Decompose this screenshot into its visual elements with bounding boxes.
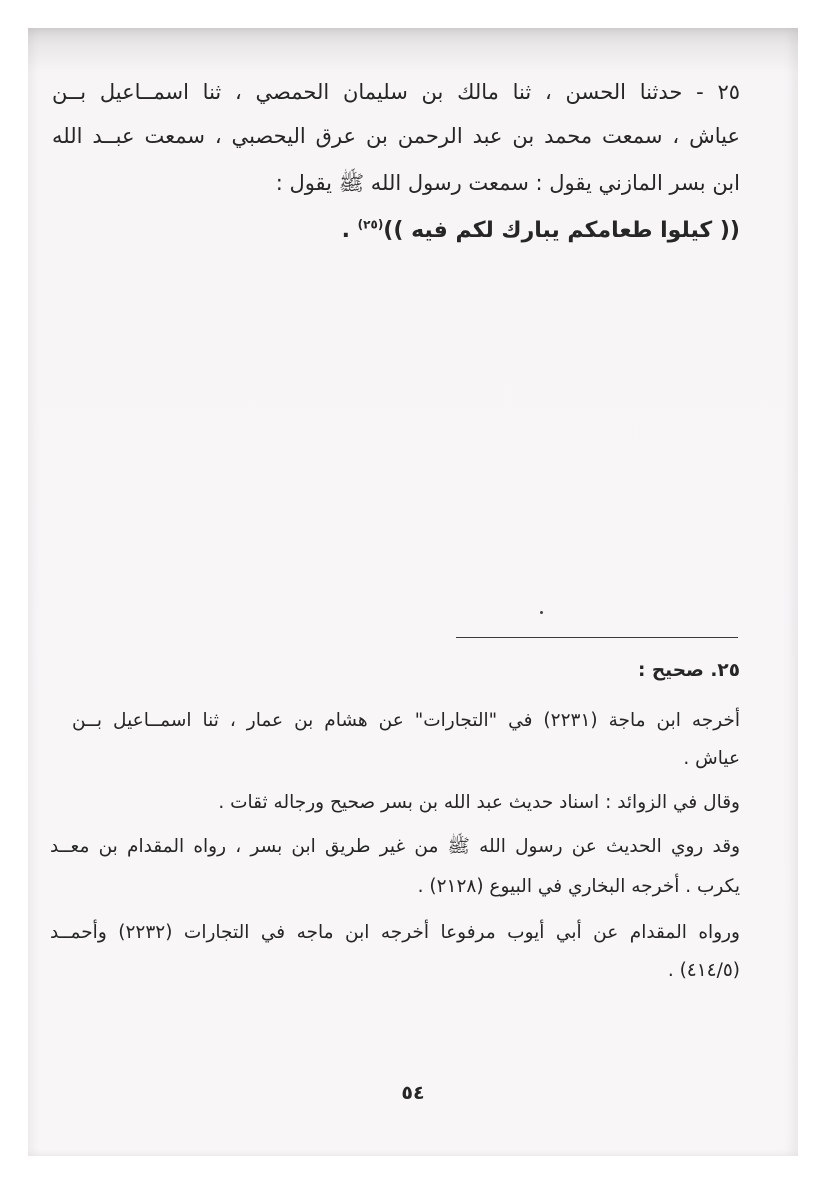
footnote-marker: (٢٥) — [357, 217, 384, 232]
hadith-quote-end: . — [341, 218, 358, 243]
hadith-line-3: ابن بسر المازني يقول : سمعت رسول الله ﷺ يقول : — [275, 171, 740, 195]
footnote-line-4: وقد روي الحديث عن رسول الله ﷺ من غير طريق ابن بسر ، رواه المقدام بن معــد — [50, 836, 740, 857]
footnote-line-2: عياش . — [683, 748, 740, 769]
hadith-line-2: عياش ، سمعت محمد بن عبد الرحمن بن عرق اليحصبي ، سمعت عبــد الله — [52, 124, 740, 148]
footnote-line-5: يكرب . أخرجه البخاري في البيوع (٢١٢٨) . — [417, 876, 740, 897]
hadith-quote-line — [330, 218, 740, 243]
footnote-separator — [456, 637, 738, 638]
footnote-line-3: وقال في الزوائد : اسناد حديث عبد الله بن بسر صحيح ورجاله ثقات . — [218, 792, 740, 813]
footnote-line-7: (٤١٤/٥) . — [667, 960, 740, 981]
hadith-line-1: ٢٥ - حدثنا الحسن ، ثنا مالك بن سليمان الحمصي ، ثنا اسمــاعيل بــن — [52, 80, 740, 104]
hadith-quote: (( كيلوا طعامكم يبارك لكم فيه )) — [383, 218, 740, 243]
page-number: ٥٤ — [401, 1082, 425, 1104]
footnote-heading: ٢٥. صحيح : — [638, 660, 740, 681]
footnote-line-1: أخرجه ابن ماجة (٢٢٣١) في "التجارات" عن هشام بن عمار ، ثنا اسمــاعيل بــن — [72, 710, 740, 731]
footnote-line-6: ورواه المقدام عن أبي أيوب مرفوعا أخرجه ابن ماجه في التجارات (٢٢٣٢) وأحمــد — [50, 922, 740, 943]
ink-speck — [540, 611, 543, 614]
